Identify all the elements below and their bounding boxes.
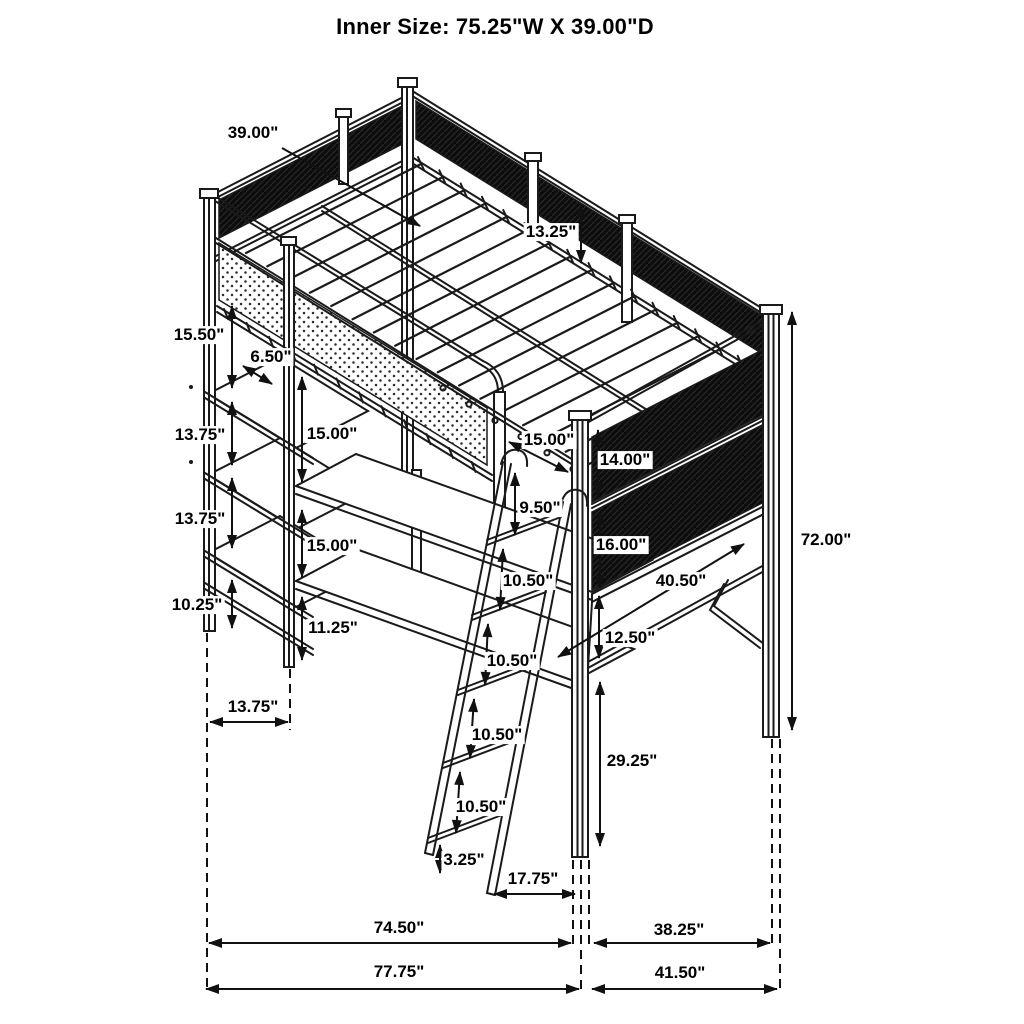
- dimension-label: 10.50": [471, 725, 523, 745]
- dimension-label: 12.50": [604, 628, 656, 648]
- dimension-label: 74.50": [373, 918, 425, 938]
- dimension-label: 13.25": [525, 222, 577, 242]
- front-post-cap: [569, 411, 591, 420]
- dimension-label: 39.00": [227, 123, 279, 143]
- top-rail-back-right: [414, 92, 768, 317]
- dimension-label: 6.50": [250, 347, 292, 367]
- bed-structure: [189, 78, 782, 895]
- mid-post-far-2: [622, 222, 632, 322]
- dimension-label: 15.00": [306, 536, 358, 556]
- dimension-label: 38.25": [653, 920, 705, 940]
- dimension-label: 15.50": [173, 325, 225, 345]
- mid-post-back-left: [339, 116, 348, 184]
- dimension-label: 40.50": [655, 571, 707, 591]
- dimension-label: 13.75": [174, 509, 226, 529]
- dimension-label: 10.50": [486, 651, 538, 671]
- dimension-label: 13.75": [227, 697, 279, 717]
- dimension-label: 3.25": [443, 850, 485, 870]
- left-post-cap: [200, 189, 218, 198]
- dimension-label: 9.50": [519, 498, 561, 518]
- dimension-label: 41.50": [654, 963, 706, 983]
- front-post: [572, 419, 588, 857]
- dimension-label: 15.00": [306, 424, 358, 444]
- right-post: [763, 313, 779, 737]
- dimension-label: 13.75": [174, 425, 226, 445]
- dimension-label: 29.25": [606, 751, 658, 771]
- dimension-label: 10.50": [455, 797, 507, 817]
- dimension-label: 10.50": [502, 571, 554, 591]
- back-post-cap: [398, 78, 417, 87]
- page-title: Inner Size: 75.25"W X 39.00"D: [336, 14, 654, 39]
- dimension-label: 77.75": [373, 962, 425, 982]
- dimension-label: 14.00": [599, 450, 651, 470]
- dimension-label: 72.00": [800, 530, 852, 550]
- dimension-label: 15.00": [523, 430, 575, 450]
- right-post-cap: [760, 305, 782, 314]
- dimension-label: 10.25": [171, 595, 223, 615]
- dimension-label: 11.25": [308, 618, 358, 638]
- dimension-label: 17.75": [507, 869, 559, 889]
- dimension-label: 16.00": [595, 535, 647, 555]
